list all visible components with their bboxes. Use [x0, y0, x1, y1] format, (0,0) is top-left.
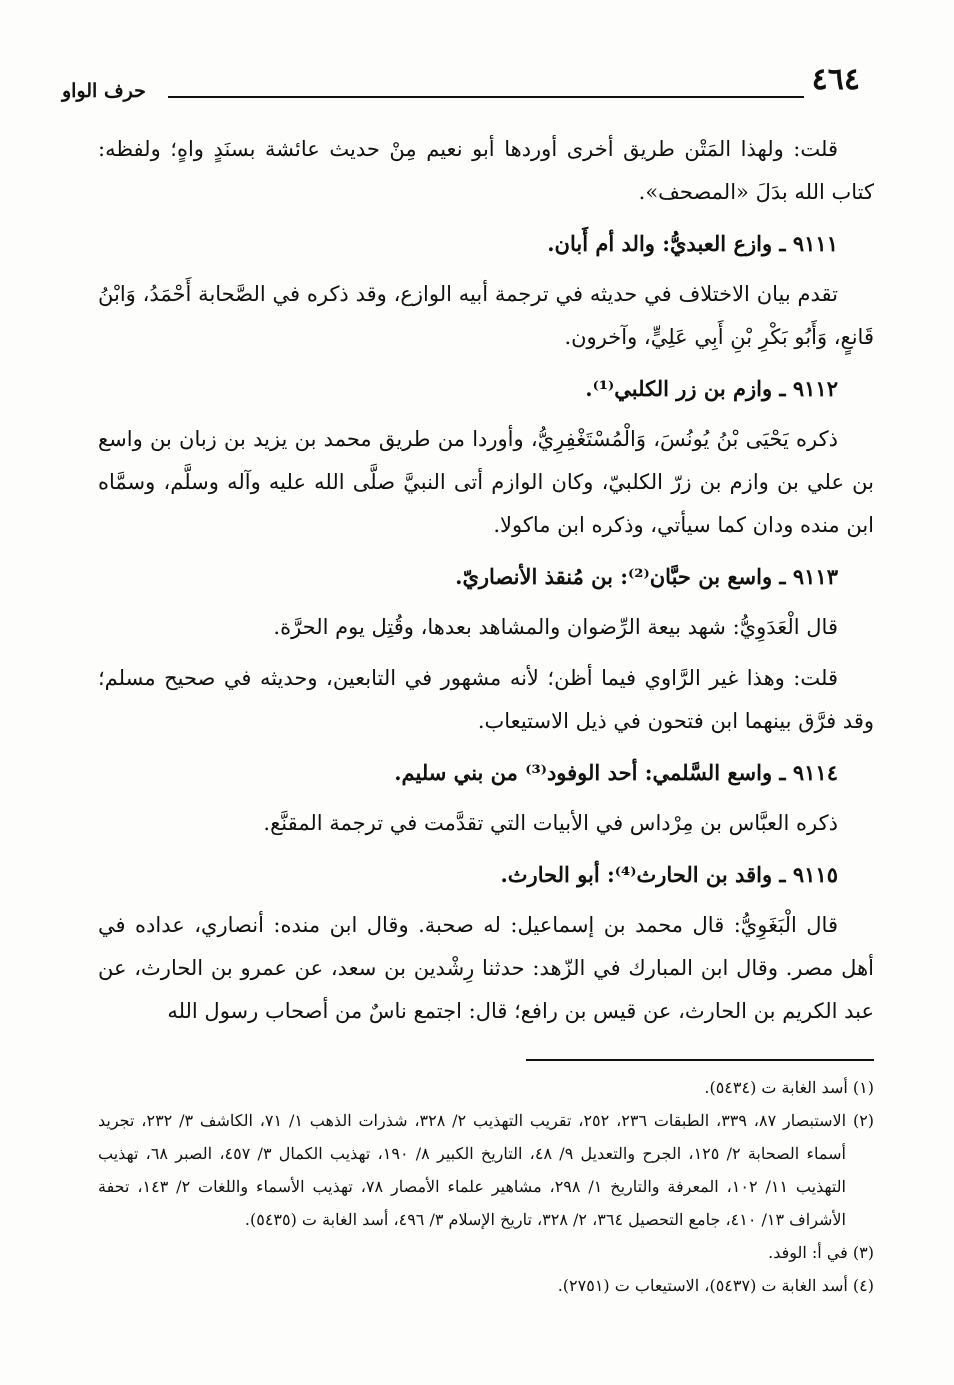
footnote-divider	[526, 1059, 874, 1061]
main-text	[98, 128, 874, 1033]
paragraph: قال الْبَغَوِيُّ: قال محمد بن إسماعيل: له صحبة. وقال ابن منده: أنصاري، عداده في أهل مصر. وقال ابن المبارك في الزّهد: حدثنا رِشْدين بن سعد، عن عمرو بن الحارث، عن عبد الكريم بن الحارث، عن قيس بن رافع؛ قال: اجتمع ناسٌ من أصحاب رسول الله	[98, 913, 874, 1023]
footnotes	[98, 1071, 874, 1302]
footnote: (٢) الاستبصار ٨٧، ٣٣٩، الطبقات ٢٣٦، ٢٥٢، تقريب التهذيب ٢/ ٣٢٨، شذرات الذهب ١/ ٧١، الكاشف ٣/ ٢٣٢، تجريد أسماء الصحابة ٢/ ١٢٥، الجرح والتعديل ٩/ ٤٨، التاريخ الكبير ٨/ ١٩٠، تهذيب الكمال ٣/ ٤٥٧، الصبر ٦٨، تهذيب التهذيب ١١/ ١٠٢، المعرفة والتاريخ ١/ ٢٩٨، مشاهير علماء الأمصار ٧٨، تهذيب الأسماء واللغات ٢/ ١٤٣، تحفة الأشراف ١٣/ ٤١٠، جامع التحصيل ٣٦٤، ٢/ ٣٢٨، تاريخ الإسلام ٣/ ٤٩٦، أسد الغابة ت (٥٤٣٥).	[98, 1111, 875, 1229]
footnote: (٤) أسد الغابة ت (٥٤٣٧)، الاستيعاب ت (٢٧٥١).	[557, 1276, 874, 1295]
entry-heading: ٩١١٣ ـ واسع بن حبَّان⁽²⁾: بن مُنقذ الأنصاريّ.	[455, 564, 838, 589]
paragraph: قلت: وهذا غير الرَّاوي فيما أظن؛ لأنه مشهور في التابعين، وحديثه في صحيح مسلم؛ وقد فرَّق بينهما ابن فتحون في ذيل الاستيعاب.	[98, 666, 874, 733]
page-number: ٤٦٤	[811, 62, 860, 97]
running-title: حرف الواو	[62, 80, 146, 102]
footnote: (٣) في أ: الوفد.	[768, 1243, 874, 1262]
paragraph: تقدم بيان الاختلاف في حديثه في ترجمة أبيه الوازع، وقد ذكره في الصَّحابة أَحْمَدُ، وَابْنُ قَانعٍ، وَأَبُو بَكْرِ بْنِ أَبِي عَلِيٍّ، وآخرون.	[98, 282, 874, 349]
paragraph: قال الْعَدَوِيُّ: شهد بيعة الرِّضوان والمشاهد بعدها، وقُتِل يوم الحرَّة.	[273, 615, 838, 639]
footnote: (١) أسد الغابة ت (٥٤٣٤).	[704, 1078, 874, 1097]
paragraph: ذكره يَحْيَى بْنُ يُونُسَ، وَالْمُسْتَغْفِرِيُّ، وأوردا من طريق محمد بن يزيد بن زبان بن واسع بن علي بن وازم بن زرّ الكلبيّ، وكان الوازم أتى النبيَّ صلَّى الله عليه وآله وسلَّم، وسمَّاه ابن منده ودان كما سيأتي، وذكره ابن ماكولا.	[98, 427, 874, 537]
paragraph: ذكره العبَّاس بن مِرْداس في الأبيات التي تقدَّمت في ترجمة المقنَّع.	[263, 811, 838, 835]
entry-heading: ٩١١١ ـ وازع العبديُّ: والد أم أَبان.	[547, 231, 838, 256]
book-page	[62, 58, 875, 1358]
entry-heading: ٩١١٤ ـ واسع السَّلمي: أحد الوفود⁽³⁾ من بني سليم.	[394, 760, 838, 785]
paragraph: قلت: ولهذا المَتْن طريق أخرى أوردها أبو نعيم مِنْ حديث عائشة بسنَدٍ واهٍ؛ ولفظه: كتاب الله بدَلَ «المصحف».	[98, 137, 874, 204]
page-header	[62, 58, 874, 106]
entry-heading: ٩١١٢ ـ وازم بن زر الكلبي⁽¹⁾.	[585, 376, 838, 401]
entry-heading: ٩١١٥ ـ واقد بن الحارث⁽⁴⁾: أبو الحارث.	[500, 862, 838, 887]
header-rule	[168, 96, 804, 98]
